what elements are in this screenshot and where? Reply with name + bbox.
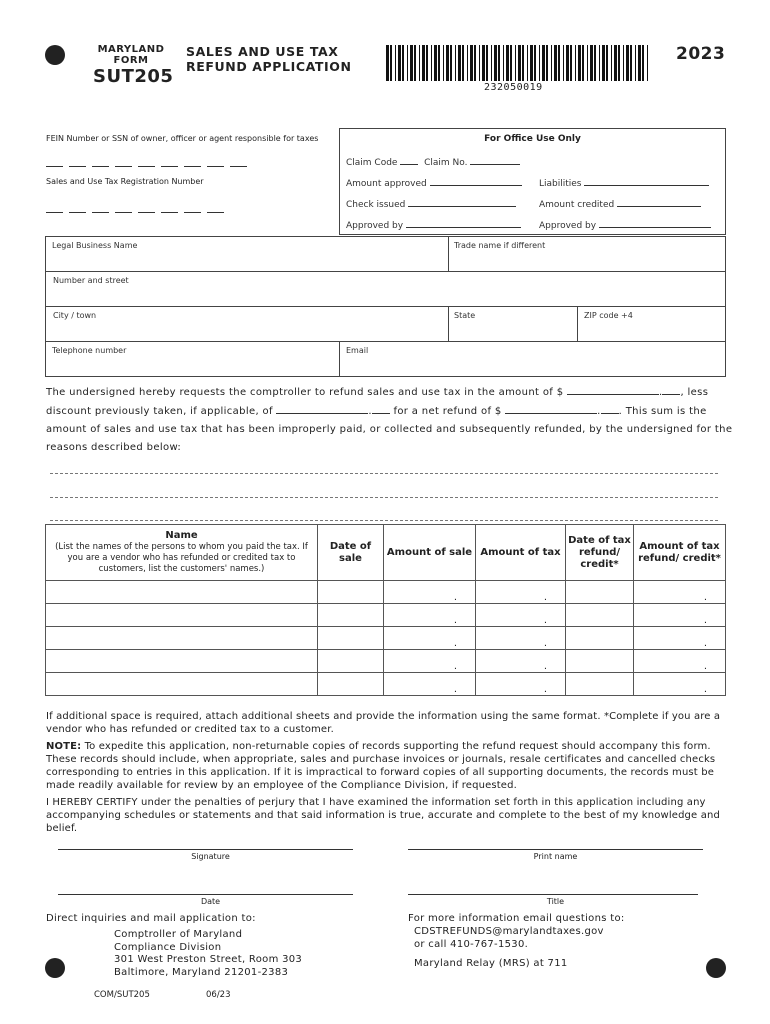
cell-name[interactable]: [46, 581, 318, 604]
approved-by-right-row: [539, 218, 711, 231]
request-text-2-end: . This sum is the: [618, 406, 707, 417]
mailing-address: [114, 929, 302, 979]
state-label: MARYLAND: [97, 44, 165, 55]
barcode-bar: [618, 45, 620, 81]
signature-line[interactable]: [58, 849, 353, 850]
reason-line-2[interactable]: [50, 497, 718, 498]
barcode-bar: [390, 45, 392, 81]
col-header-amount-of-sale: Amount of sale: [384, 525, 476, 581]
refund-amount-cents[interactable]: [662, 385, 680, 395]
note-text: To expedite this application, non-returnable copies of records supporting the refund request should accompany this form. These records should include, when appropriate, sales and purchase invoices or journals, resale certificates and cancelled checks corresponding to entries in this application. If it is impractical to forward copies of all supporting documents, the records must be made readily available for review by an employee of the Compliance Division, if requested.: [46, 741, 716, 791]
form-state: [93, 44, 169, 66]
barcode-bar: [518, 45, 521, 81]
barcode-bar: [534, 45, 536, 81]
contact-email[interactable]: CDSTREFUNDS@marylandtaxes.gov: [414, 926, 604, 937]
telephone-label: Telephone number: [52, 346, 127, 355]
barcode-bar: [566, 45, 569, 81]
cell-amount-of-sale[interactable]: .: [384, 650, 476, 673]
date-label: Date: [200, 897, 221, 906]
net-refund-dollars[interactable]: [505, 404, 597, 414]
check-issued-row: [346, 197, 516, 210]
cell-name[interactable]: [46, 627, 318, 650]
barcode-bar: [410, 45, 413, 81]
col-header-date-of-refund: Date of tax refund/ credit*: [566, 525, 634, 581]
barcode-bar: [446, 45, 449, 81]
form-number: SUT205: [93, 66, 174, 87]
request-line-2: discount previously taken, if applicable, of . for a net refund of $ . . This sum is the: [46, 406, 707, 417]
discount-cents[interactable]: [372, 404, 390, 414]
barcode-bar: [419, 45, 420, 81]
barcode-bar: [558, 45, 560, 81]
barcode-bar: [510, 45, 512, 81]
cell-date-of-refund[interactable]: [566, 650, 634, 673]
request-line-1: The undersigned hereby requests the comptroller to refund sales and use tax in the amount of $ . , less: [46, 387, 709, 398]
check-issued-label: Check issued: [346, 200, 406, 210]
barcode-bar: [479, 45, 480, 81]
barcode-bar: [539, 45, 540, 81]
barcode-bar: [630, 45, 632, 81]
barcode-bar: [494, 45, 497, 81]
email-label: Email: [346, 346, 369, 355]
amount-approved-label: Amount approved: [346, 179, 427, 189]
barcode-bar: [578, 45, 581, 81]
zip-label: ZIP code +4: [584, 311, 633, 320]
barcode-bar: [647, 45, 648, 81]
request-text-2-mid: for a net refund of $: [393, 406, 502, 417]
form-label: FORM: [113, 55, 149, 66]
title-line-2: REFUND APPLICATION: [186, 59, 352, 74]
additional-space-note: If additional space is required, attach additional sheets and provide the information using the same format. *Complete if you are a vendor who has refunded or credited tax to a customer.: [46, 711, 721, 735]
barcode-bar: [575, 45, 576, 81]
barcode-bar: [554, 45, 557, 81]
registration-mark-top-left: [45, 45, 65, 65]
barcode-bar: [503, 45, 504, 81]
revision-date: 06/23: [206, 990, 231, 1000]
cell-amount-of-refund[interactable]: .: [634, 650, 726, 673]
barcode-bar: [570, 45, 572, 81]
form-code: COM/SUT205: [94, 990, 150, 1000]
barcode-bar: [455, 45, 456, 81]
cell-date-of-sale[interactable]: [318, 650, 384, 673]
cell-amount-of-refund[interactable]: .: [634, 627, 726, 650]
relay-info: Maryland Relay (MRS) at 711: [414, 958, 568, 969]
date-line[interactable]: [58, 894, 353, 895]
cell-date-of-refund[interactable]: [566, 581, 634, 604]
barcode-bar: [527, 45, 528, 81]
legal-business-name-label: Legal Business Name: [52, 241, 138, 250]
col-header-name: [46, 525, 318, 581]
barcode-bar: [498, 45, 500, 81]
cell-amount-of-refund[interactable]: .: [634, 604, 726, 627]
cell-name[interactable]: [46, 650, 318, 673]
cell-amount-of-tax[interactable]: .: [476, 604, 566, 627]
cell-name[interactable]: [46, 604, 318, 627]
barcode-bar: [522, 45, 524, 81]
amount-credited-label: Amount credited: [539, 200, 615, 210]
refund-amount-dollars[interactable]: [567, 385, 659, 395]
liabilities-label: Liabilities: [539, 179, 582, 189]
fein-label: FEIN Number or SSN of owner, officer or agent responsible for taxes: [46, 134, 319, 143]
barcode-bar: [426, 45, 428, 81]
email-field[interactable]: [339, 341, 726, 377]
barcode-bar: [407, 45, 408, 81]
tax-year: 2023: [676, 44, 726, 64]
amount-approved-row: [346, 176, 522, 189]
request-line-4: reasons described below:: [46, 442, 182, 453]
barcode-bar: [431, 45, 432, 81]
barcode-bar: [474, 45, 476, 81]
table-row: [46, 604, 726, 627]
street-label: Number and street: [53, 276, 129, 285]
claim-code-row: [346, 155, 520, 168]
refund-table: [45, 524, 726, 696]
cell-name[interactable]: [46, 673, 318, 696]
cell-amount-of-tax[interactable]: .: [476, 650, 566, 673]
request-text-2: discount previously taken, if applicable, of: [46, 406, 273, 417]
claim-code-label: Claim Code: [346, 158, 398, 168]
barcode-bar: [642, 45, 644, 81]
barcode-bar: [563, 45, 564, 81]
cell-amount-of-sale[interactable]: .: [384, 627, 476, 650]
print-name-label: Print name: [533, 852, 578, 861]
liabilities-row: [539, 176, 709, 189]
barcode-bar: [590, 45, 593, 81]
table-row: [46, 581, 726, 604]
reason-line-1[interactable]: [50, 473, 718, 474]
cell-date-of-sale[interactable]: [318, 627, 384, 650]
records-note: [46, 740, 726, 792]
title-label: Title: [546, 897, 565, 906]
barcode-bar: [414, 45, 416, 81]
reason-line-3[interactable]: [50, 520, 718, 521]
barcode-bar: [551, 45, 552, 81]
barcode-bar: [467, 45, 468, 81]
cell-amount-of-refund[interactable]: .: [634, 673, 726, 696]
barcode-bar: [462, 45, 464, 81]
request-text-1: The undersigned hereby requests the comptroller to refund sales and use tax in the amount of $: [46, 387, 564, 398]
cell-amount-of-tax[interactable]: .: [476, 673, 566, 696]
barcode-number: 232050019: [484, 82, 543, 93]
form-title: [186, 44, 352, 74]
barcode-bar: [486, 45, 488, 81]
print-name-line[interactable]: [408, 849, 703, 850]
barcode-bar: [623, 45, 624, 81]
request-line-3: amount of sales and use tax that has been improperly paid, or collected and subsequently refunded, by the undersigned for the: [46, 424, 733, 435]
certification: I HEREBY CERTIFY under the penalties of perjury that I have examined the information set forth in this application including any accompanying schedules or statements and that said information is true, accurate and complete to the best of my knowledge and belief.: [46, 797, 720, 834]
discount-dollars[interactable]: [276, 404, 368, 414]
signature-label: Signature: [191, 852, 230, 861]
col-header-amount-of-refund: Amount of tax refund/ credit*: [634, 525, 726, 581]
barcode-bar: [402, 45, 404, 81]
barcode-bar: [638, 45, 641, 81]
cell-date-of-sale[interactable]: [318, 604, 384, 627]
address-line-4: Baltimore, Maryland 21201-2383: [114, 966, 289, 978]
cell-date-of-refund[interactable]: [566, 673, 634, 696]
cell-date-of-refund[interactable]: [566, 604, 634, 627]
barcode-bar: [626, 45, 629, 81]
request-text-1-end: , less: [680, 387, 709, 398]
claim-no-label: Claim No.: [424, 158, 468, 168]
cell-date-of-sale[interactable]: [318, 581, 384, 604]
state-label: State: [454, 311, 476, 320]
approved-by-right-label: Approved by: [539, 221, 597, 231]
barcode-bar: [458, 45, 461, 81]
barcode-bar: [443, 45, 444, 81]
barcode-bar: [546, 45, 548, 81]
office-use-title: For Office Use Only: [484, 134, 581, 144]
barcode-bar: [530, 45, 533, 81]
address-line-1: Comptroller of Maryland: [114, 929, 243, 940]
city-field[interactable]: [45, 306, 449, 342]
col-name-title: Name: [165, 530, 198, 541]
barcode-bar: [398, 45, 401, 81]
cell-date-of-refund[interactable]: [566, 627, 634, 650]
barcode-bar: [611, 45, 612, 81]
note-label: NOTE:: [46, 741, 82, 752]
barcode-bar: [542, 45, 545, 81]
barcode-bar: [599, 45, 600, 81]
address-line-3: 301 West Preston Street, Room 303: [114, 954, 303, 965]
street-field[interactable]: [45, 271, 726, 307]
barcode-bar: [515, 45, 516, 81]
city-label: City / town: [53, 311, 97, 320]
col-header-amount-of-tax: Amount of tax: [476, 525, 566, 581]
barcode-bar: [438, 45, 440, 81]
barcode-bar: [614, 45, 617, 81]
registration-mark-bottom-right: [706, 958, 726, 978]
barcode-bar: [582, 45, 584, 81]
approved-by-left-label: Approved by: [346, 221, 404, 231]
barcode-bar: [594, 45, 596, 81]
barcode-bar: [635, 45, 636, 81]
barcode-bar: [422, 45, 425, 81]
barcode-bar: [606, 45, 608, 81]
cell-date-of-sale[interactable]: [318, 673, 384, 696]
table-row: [46, 627, 726, 650]
amount-credited-row: [539, 197, 701, 210]
cell-amount-of-sale[interactable]: .: [384, 604, 476, 627]
barcode-bar: [386, 45, 389, 81]
registration-label: Sales and Use Tax Registration Number: [46, 177, 204, 186]
cell-amount-of-sale[interactable]: .: [384, 673, 476, 696]
barcode-bar: [470, 45, 473, 81]
info-instructions: For more information email questions to:: [408, 913, 625, 924]
approved-by-left-row: [346, 218, 521, 231]
barcode: [386, 45, 650, 81]
barcode-bar: [482, 45, 485, 81]
barcode-bar: [506, 45, 509, 81]
col-header-date-of-sale: Date of sale: [318, 525, 384, 581]
registration-input[interactable]: [46, 198, 230, 217]
barcode-bar: [434, 45, 437, 81]
contact-phone: or call 410-767-1530.: [414, 939, 529, 950]
cell-amount-of-tax[interactable]: .: [476, 581, 566, 604]
barcode-bar: [491, 45, 492, 81]
address-line-2: Compliance Division: [114, 941, 222, 953]
fein-input[interactable]: [46, 152, 253, 171]
title-line-1: SALES AND USE TAX: [186, 44, 339, 59]
cell-amount-of-sale[interactable]: .: [384, 581, 476, 604]
col-name-subtitle: (List the names of the persons to whom you paid the tax. If you are a vendor who has refunded or credited tax to customers, list the customers' names.): [55, 542, 308, 574]
net-refund-cents[interactable]: [601, 404, 619, 414]
registration-mark-bottom-left: [45, 958, 65, 978]
barcode-bar: [395, 45, 396, 81]
cell-amount-of-tax[interactable]: .: [476, 627, 566, 650]
table-row: [46, 650, 726, 673]
barcode-bar: [450, 45, 452, 81]
table-row: [46, 673, 726, 696]
mail-instructions: Direct inquiries and mail application to:: [46, 913, 256, 924]
cell-amount-of-refund[interactable]: .: [634, 581, 726, 604]
trade-name-label: Trade name if different: [454, 241, 546, 250]
barcode-bar: [602, 45, 605, 81]
title-line[interactable]: [408, 894, 698, 895]
barcode-bar: [587, 45, 588, 81]
